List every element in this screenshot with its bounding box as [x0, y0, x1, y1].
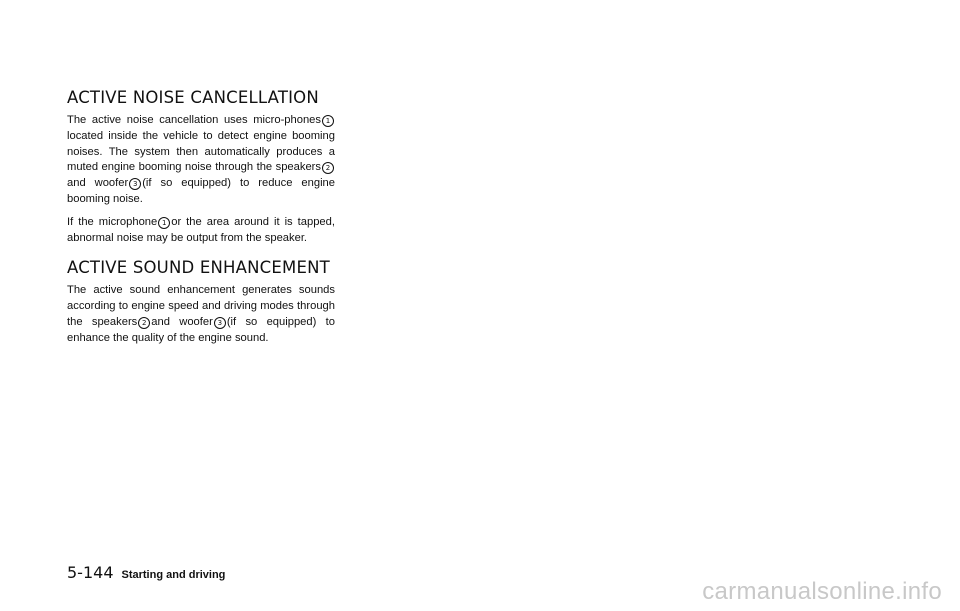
text-run: and woofer	[151, 315, 213, 328]
section-heading-sound-enhancement: ACTIVE SOUND ENHANCEMENT	[67, 258, 330, 278]
callout-2-icon: 2	[138, 317, 150, 329]
text-run: (if so equipped) to enhance the quality of the engine sound.	[67, 315, 335, 344]
text-run: or the area around it is tapped, abnormal noise may be output from the speaker.	[67, 215, 335, 244]
page-number: 5-144	[67, 563, 114, 582]
section-heading-noise-cancellation: ACTIVE NOISE CANCELLATION	[67, 88, 319, 107]
footer-section-name: Starting and driving	[121, 569, 226, 581]
paragraph-noise-cancellation-description	[67, 113, 335, 208]
text-run: The active sound enhancement generates sounds according to engine speed and driving modes through the speakers	[67, 284, 335, 328]
text-run: (if so equipped) to reduce engine booming noise.	[67, 177, 335, 205]
callout-3-icon: 3	[214, 317, 226, 329]
text-run: If the microphone	[67, 215, 158, 228]
paragraph-microphone-warning	[67, 215, 335, 247]
text-run: and woofer	[67, 177, 129, 190]
callout-1-icon: 1	[158, 217, 170, 229]
text-run: located inside the vehicle to detect engine booming noises. The system then automatically produces a muted engine booming noise through the speakers	[67, 129, 335, 174]
callout-1-icon: 1	[322, 115, 334, 127]
text-run: The active noise cancellation uses micro-phones	[67, 114, 321, 126]
paragraph-sound-enhancement-description	[67, 283, 335, 346]
content-column	[67, 88, 335, 354]
callout-3-icon: 3	[129, 178, 141, 190]
page-footer	[67, 563, 225, 583]
watermark: carmanualsonline.info	[702, 578, 942, 605]
callout-2-icon: 2	[322, 162, 334, 174]
